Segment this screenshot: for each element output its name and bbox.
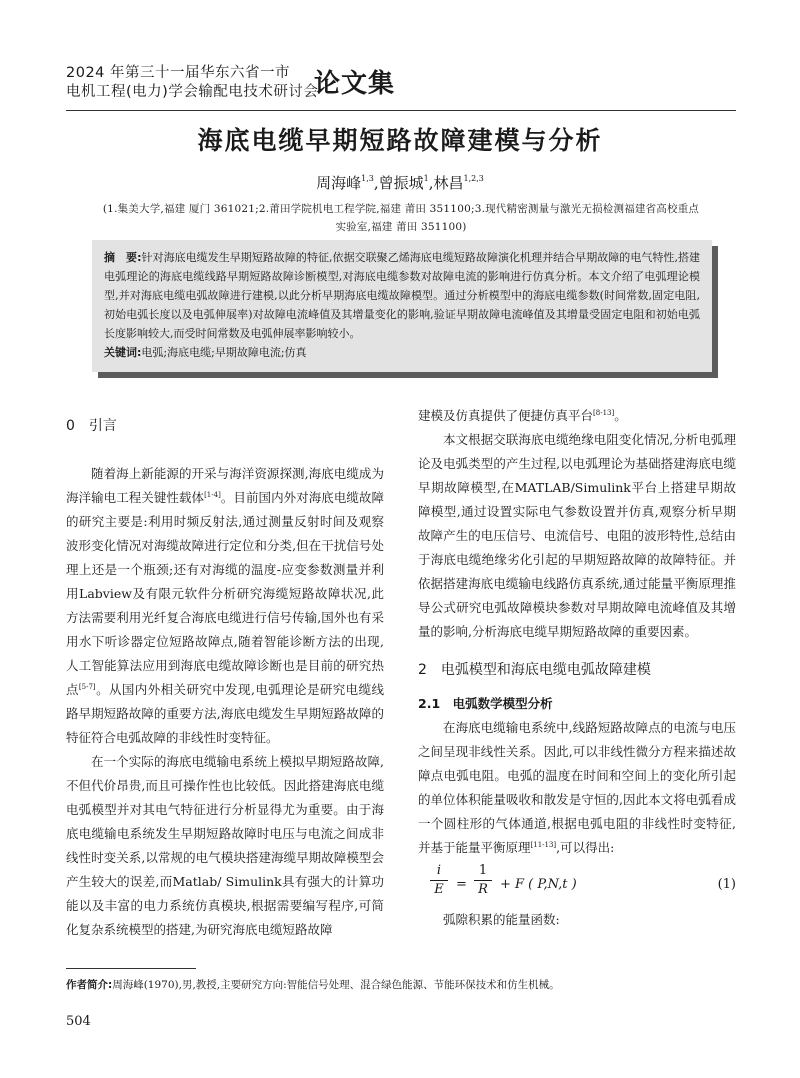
intro-paragraph-3: 本文根据交联海底电缆绝缘电阻变化情况,分析电弧理论及电弧类型的产生过程,以电弧理论为基础搭建海底电缆早期故障模型,在MATLAB/Simulink平台上搭建早期故障模型,通过设置实际电气参数设置并仿真,观察分析早期故障产生的电压信号、电流信号、电阻的波形特性,总结由于海底电缆绝缘劣化引起的早期短路故障的故障特征。并依据搭建海底电缆输电线路仿真系统,通过能量平衡原理推导公式研究电弧故障模块参数对早期故障电流峰值及其增量的影响,分析海底电缆早期短路故障的重要因素。 [418,432,736,639]
footnote-label: 作者简介: [66,979,113,991]
arc-model-paragraph [418,716,736,860]
affiliations [66,200,736,236]
right-column [418,404,736,932]
equation-number: (1) [717,877,736,892]
equation-rhs-numerator: 1 [478,863,488,878]
affiliation-line-2: 实验室,福建 莆田 351100) [335,221,467,233]
author-affiliation-mark: 1,3 [361,174,374,183]
paper-title: 海底电缆早期短路故障建模与分析 [197,126,603,155]
arc-model-end: ,可以得出: [556,840,615,855]
arc-model-text: 在海底电缆输电系统中,线路短路故障点的电流与电压之间呈现非线性关系。因此,可以非线性微分方程来描述故障点电弧电阻。电弧的温度在时间和空间上的变化所引起的单位体积能量吸收和散发是守恒的,因此本文将电弧看成一个圆柱形的气体通道,根据电弧电阻的非线性时变特征,并基于能量平衡原理 [418,720,736,855]
equation-lhs-fraction [430,862,448,899]
citation: [1-4] [204,491,221,499]
section-2-heading: 2 电弧模型和海底电缆电弧故障建模 [418,662,651,678]
equation-equals: = [456,877,467,892]
equation-lhs-denominator: E [434,882,444,897]
equation-1 [418,860,736,908]
abstract-label: 摘 要: [104,251,142,264]
author-bio-footnote [66,976,736,994]
continued-end: 。 [614,408,627,423]
abstract-text: 针对海底电缆发生早期短路故障的特征,依据交联聚乙烯海底电缆短路故障演化机理并结合早期故障的电气特性,搭建电弧理论的海底电缆线路早期短路故障诊断模型,对海底电缆参数对故障电流的影响进行仿真分析。本文介绍了电弧理论模型,并对海底电缆电弧故障进行建模,以此分析早期海底电缆故障模型。通过分析模型中的海底电缆参数(时间常数,固定电阻,初始电弧长度以及电弧伸展率)对故障电流峰值及其增量变化的影响,验证早期故障电流峰值及其增量受固定电阻和初始电弧长度影响较大,而受时间常数及电弧伸展率影响较小。 [104,251,700,340]
page-number: 504 [66,1014,91,1029]
equation-rhs-denominator: R [478,882,488,897]
intro-p1-text: 随着海上新能源的开采与海洋资源探测,海底电缆成为海洋输电工程关键性载体 [66,466,384,505]
citation: [5-7] [78,683,96,691]
citation: [8-13] [593,409,615,417]
intro-paragraph-2: 在一个实际的海底电缆输电系统上模拟早期短路故障,不但代价昂贵,而且可操作性也比较低。因此搭建海底电缆电弧模型并对其电气特征进行分析显得尤为重要。由于海底电缆输电系统发生早期短路故障时电压与电流之间成非线性时变关系,以常规的电气模块搭建海缆早期故障模型会产生较大的误差,而Matlab/ Simulink具有强大的计算功能以及丰富的电力系统仿真模块,根据需要编写程序,可简化复杂系统模型的搭建,为研究海底电缆短路故障 [66,754,384,937]
author-list: 周海峰$^{1,3}$,曾振城$^1$,林昌$^{1,2,3}$ [316,174,484,192]
header-line-2: 电机工程(电力)学会输配电技术研讨会 [66,84,319,100]
intro-p1-text-b: 。目前国内外对海底电缆故障的研究主要是:利用时频反射法,通过测量反射时间及观察波形变化情况对海缆故障进行定位和分类,但在干扰信号处理上还是一个瓶颈;还有对海缆的温度-应变参数测量并利用Labview及有限元软件分析研究海缆短路故障状况,此方法需要利用光纤复合海底电缆进行信号传输,国外也有采用水下听诊器定位短路故障点,随着智能诊断方法的出现,人工智能算法应用到海底电缆故障诊断也是目前的研究热点 [66,490,384,697]
footnote-divider [66,968,196,969]
author-affiliation-mark: 1 [423,174,429,183]
keywords-block [104,343,700,362]
header-collection-title: 论文集 [314,69,396,99]
author-name: 周海峰 [316,174,362,192]
author-affiliation-mark: 1,2,3 [463,174,484,183]
continued-paragraph [418,404,736,428]
intro-paragraph-1 [66,462,384,750]
abstract-text-block [104,248,700,343]
proceedings-header [66,64,736,108]
subsection-2-1-heading: 2.1 电弧数学模型分析 [418,696,553,711]
author-name: 曾振城 [378,174,424,192]
equation-rhs-rest: + F ( P,N,t ) [500,877,577,892]
equation-rhs-fraction [474,862,492,899]
footnote-text: 周海峰(1970),男,教授,主要研究方向:智能信号处理、混合绿色能源、节能环保技术和仿生机械。 [112,979,560,991]
keywords-label: 关键词: [104,346,142,359]
citation: [11-13] [530,841,557,849]
intro-p1-text-c: 。从国内外相关研究中发现,电弧理论是研究电缆线路早期短路故障的重要方法,海底电缆发生早期短路故障的特征符合电弧故障的非线性时变特征。 [66,682,384,745]
header-divider [66,110,736,111]
energy-function-paragraph: 弧隙积累的能量函数: [443,912,560,927]
affiliation-line-1: (1.集美大学,福建 厦门 361021;2.莆田学院机电工程学院,福建 莆田 351100;3.现代精密测量与激光无损检测福建省高校重点 [102,203,700,215]
abstract-box [92,240,712,372]
continued-text: 建模及仿真提供了便捷仿真平台 [418,408,594,423]
equation-lhs-numerator: i [436,863,442,878]
section-0-heading: 0 引言 [66,418,117,434]
header-line-1: 2024 年第三十一届华东六省一市 [66,65,291,81]
keywords-text: 电弧;海底电缆;早期故障电流;仿真 [141,346,307,359]
author-name: 林昌 [433,174,464,192]
left-column [66,404,384,942]
